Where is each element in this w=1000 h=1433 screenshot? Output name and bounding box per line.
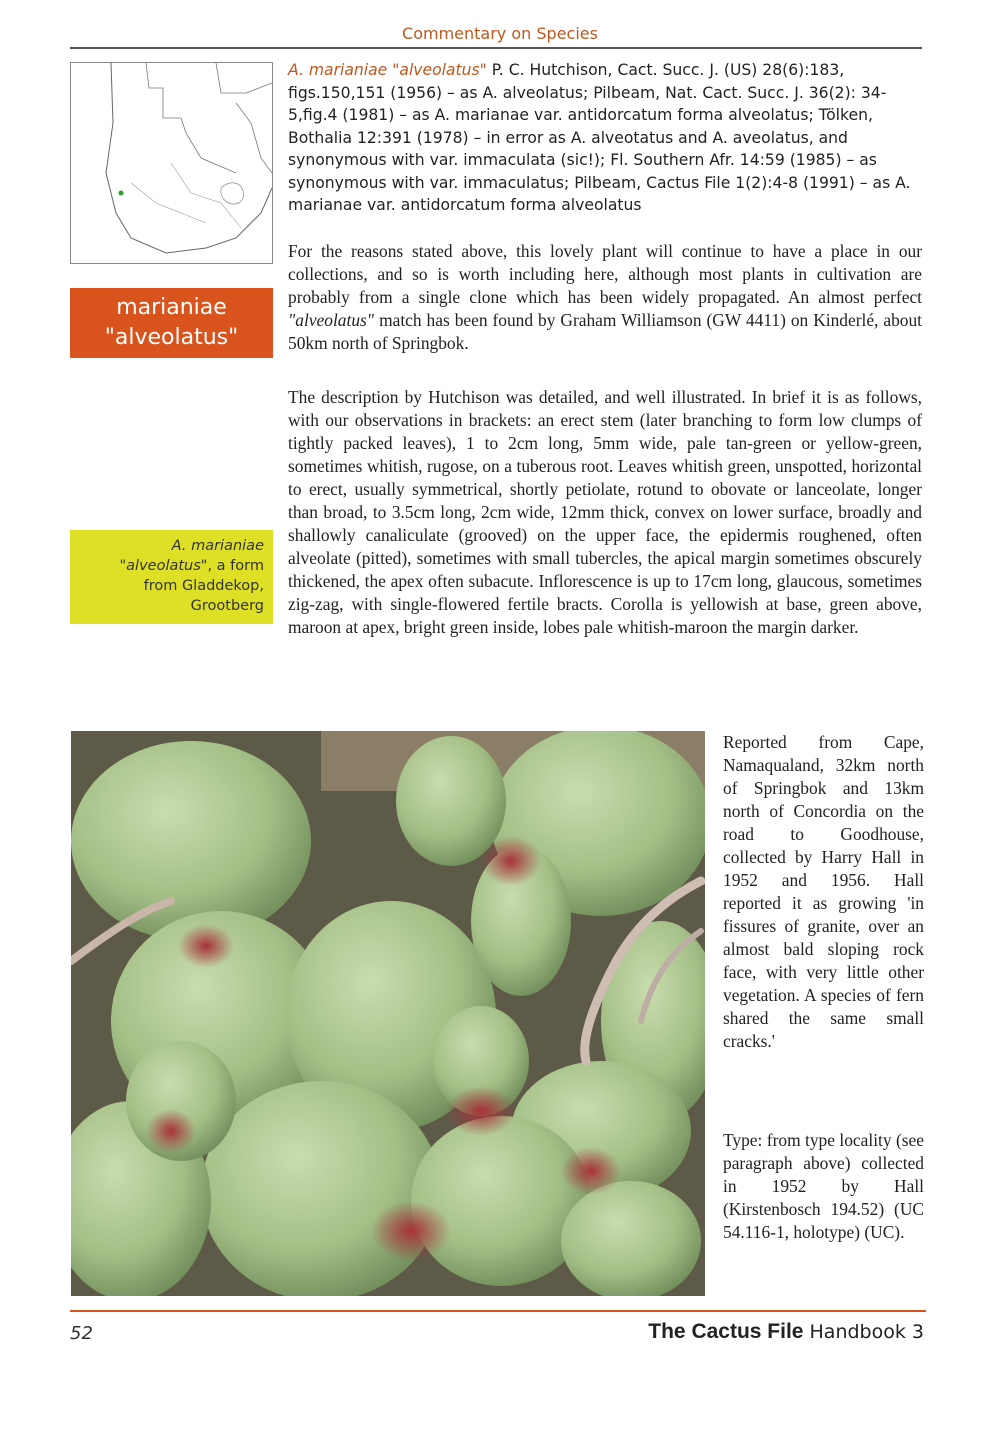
intro-italic: "alveolatus" [288, 310, 375, 330]
species-title-box [70, 288, 273, 358]
caption-text-2: from Gladdekop, [143, 578, 264, 594]
caption-text-3: Grootberg [190, 598, 264, 614]
succulent-leaves-image [71, 731, 705, 1296]
locality-paragraph: Reported from Cape, Namaqualand, 32km north of Springbok and 13km north of Concordia on the road to Goodhouse, collected by Harry Hall in 1952 and 1956. Hall reported it as growing 'in fissures of granite, over an almost bald sloping rock face, with very little other vegetation. A species of fern shared the same small cracks.' [723, 732, 924, 1051]
southern-africa-map-icon [71, 63, 272, 263]
citation-species-name: A. marianiae "alveolatus" [288, 61, 487, 79]
type-paragraph: Type: from type locality (see paragraph above) collected in 1952 by Hall (Kirstenbosch 194.52) (UC 54.116-1, holotype) (UC). [723, 1130, 924, 1242]
header-rule [70, 47, 922, 49]
caption-text-1: , a form [207, 558, 264, 574]
species-title-line1: marianiae [116, 295, 227, 320]
footer-rule [70, 1310, 926, 1312]
book-title [648, 1320, 924, 1344]
book-title-rest: Handbook 3 [803, 1321, 924, 1343]
page-number: 52 [70, 1323, 93, 1344]
intro-text-a: For the reasons stated above, this lovely plant will continue to have a place in our collections, and so is worth including here, although most plants in cultivation are probably from a single clone which has been widely propagated. An almost perfect [288, 241, 922, 307]
citation-text: P. C. Hutchison, Cact. Succ. J. (US) 28(6):183, figs.150,151 (1956) – as A. alveolatus; Pilbeam, Nat. Cact. Succ. J. 36(2): 34-5,fig.4 (1981) – as A. marianae var. antidorcatum forma alveolatus; Tölken, Bothalia 12:391 (1978) – in error as A. alveotatus and A. aveolatus, and synonymous with var. immaculata (sic!); Fl. Southern Afr. 14:59 (1985) – as synonymous with var. immaculatus; Pilbeam, Cactus File 1(2):4-8 (1991) – as A. marianae var. antidorcatum forma alveolatus [288, 61, 911, 214]
photo-caption [70, 530, 273, 624]
caption-species-name: A. marianiae "alveolatus" [119, 538, 264, 574]
description-paragraph: The description by Hutchison was detailed, and well illustrated. In brief it is as follows, with our observations in brackets: an erect stem (later branching to form low clumps of tightly packed leaves), 1 to 2cm long, 5mm wide, pale tan-green or yellow-green, sometimes whitish, rugose, on a tuberous root. Leaves whitish green, unspotted, horizontal to erect, usually symmetrical, shortly petiolate, rotund to obovate or lanceolate, longer than broad, to 3.5cm long, 2cm wide, 12mm thick, convex on lower surface, broadly and shallowly canaliculate (grooved) on the upper face, the epidermis roughened, often alveolate (pitted), sometimes with small tubercles, the apical margin sometimes obscurely thickened, the apex often subacute. Inflorescence is up to 17cm long, glaucous, sometimes zig-zag, with single-flowered fertile bracts. Corolla is yellowish at base, green above, maroon at apex, bright green inside, lobes pale whitish-maroon the margin darker. [288, 387, 922, 637]
nomenclature-citation [288, 59, 924, 217]
book-title-bold: The Cactus File [648, 1320, 804, 1343]
species-title-line2: "alveolatus" [104, 325, 239, 350]
intro-paragraph [288, 240, 922, 355]
distribution-map [70, 62, 273, 264]
intro-text-b: match has been found by Graham Williamson (GW 4411) on Kinderlé, about 50km north of Springbok. [288, 310, 922, 353]
section-header: Commentary on Species [402, 24, 598, 43]
plant-photo [71, 731, 705, 1296]
